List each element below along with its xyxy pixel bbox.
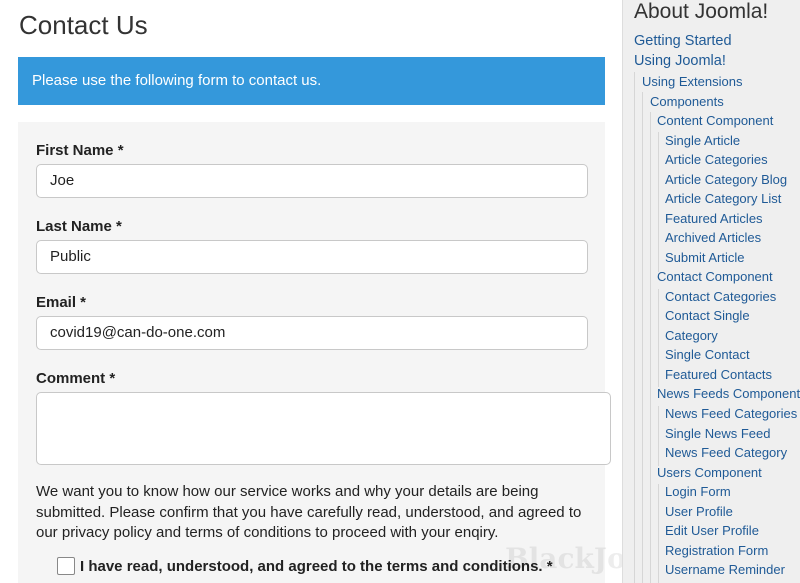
last-name-label: Last Name * <box>36 218 122 235</box>
sidebar-item-contact-single-category[interactable]: Category <box>665 328 718 343</box>
first-name-label: First Name * <box>36 142 124 159</box>
sidebar-item-single-contact[interactable]: Single Contact <box>665 347 750 362</box>
comment-textarea[interactable] <box>36 392 611 465</box>
tree-guide-line <box>658 406 659 466</box>
consent-label[interactable]: I have read, understood, and agreed to the terms and conditions. * <box>80 557 553 575</box>
sidebar-item-single-news-feed[interactable]: Single News Feed <box>665 426 771 441</box>
sidebar-item-contact-single-category[interactable]: Contact Single <box>665 308 750 323</box>
tree-guide-line <box>634 72 635 583</box>
first-name-input[interactable]: Joe <box>36 164 588 198</box>
sidebar-item-edit-user-profile[interactable]: Edit User Profile <box>665 523 759 538</box>
sidebar-item-contact-categories[interactable]: Contact Categories <box>665 289 777 304</box>
sidebar-item-users-component[interactable]: Users Component <box>657 465 762 480</box>
page-title: Contact Us <box>19 10 148 40</box>
tree-guide-line <box>658 484 659 583</box>
sidebar-item-article-category-blog[interactable]: Article Category Blog <box>665 172 788 187</box>
sidebar-item-registration-form[interactable]: Registration Form <box>665 543 769 558</box>
sidebar-item-news-feed-category[interactable]: News Feed Category <box>665 445 788 460</box>
email-input[interactable]: covid19@can-do-one.com <box>36 316 588 350</box>
sidebar-item-username-reminder[interactable]: Username Reminder <box>665 562 785 577</box>
sidebar-item-single-article[interactable]: Single Article <box>665 133 741 148</box>
consent-checkbox[interactable] <box>57 557 75 575</box>
sidebar-item-article-categories[interactable]: Article Categories <box>665 152 768 167</box>
tree-guide-line <box>650 112 651 583</box>
sidebar-item-using-joomla[interactable]: Using Joomla! <box>634 53 726 69</box>
sidebar-item-content-component[interactable]: Content Component <box>657 113 774 128</box>
consent-row <box>57 557 553 575</box>
tree-guide-line <box>658 289 659 387</box>
sidebar-item-featured-articles[interactable]: Featured Articles <box>665 211 763 226</box>
sidebar-item-article-category-list[interactable]: Article Category List <box>665 191 782 206</box>
info-banner: Please use the following form to contact us. <box>18 57 605 105</box>
tree-guide-line <box>658 132 659 272</box>
comment-label: Comment * <box>36 370 116 387</box>
sidebar-item-news-feed-categories[interactable]: News Feed Categories <box>665 406 798 421</box>
sidebar-title: About Joomla! <box>634 0 769 23</box>
sidebar-item-login-form[interactable]: Login Form <box>665 484 731 499</box>
sidebar-item-contact-component[interactable]: Contact Component <box>657 269 773 284</box>
sidebar-menu <box>622 0 800 583</box>
sidebar-item-archived-articles[interactable]: Archived Articles <box>665 230 762 245</box>
tree-guide-line <box>642 92 643 583</box>
sidebar-item-getting-started[interactable]: Getting Started <box>634 33 732 49</box>
sidebar-item-components[interactable]: Components <box>650 94 724 109</box>
sidebar-item-user-profile[interactable]: User Profile <box>665 504 733 519</box>
privacy-notice: We want you to know how our service works and why your details are being submitted. Please confirm that you have carefully read, understood, and agreed to our privacy policy and terms of conditions to proceed with your enqiry. <box>36 483 582 541</box>
sidebar-item-submit-article[interactable]: Submit Article <box>665 250 745 265</box>
last-name-input[interactable]: Public <box>36 240 588 274</box>
email-label: Email * <box>36 294 87 311</box>
sidebar-item-using-extensions[interactable]: Using Extensions <box>642 74 743 89</box>
sidebar-item-featured-contacts[interactable]: Featured Contacts <box>665 367 772 382</box>
sidebar-item-news-feeds-component[interactable]: News Feeds Component <box>657 386 800 401</box>
